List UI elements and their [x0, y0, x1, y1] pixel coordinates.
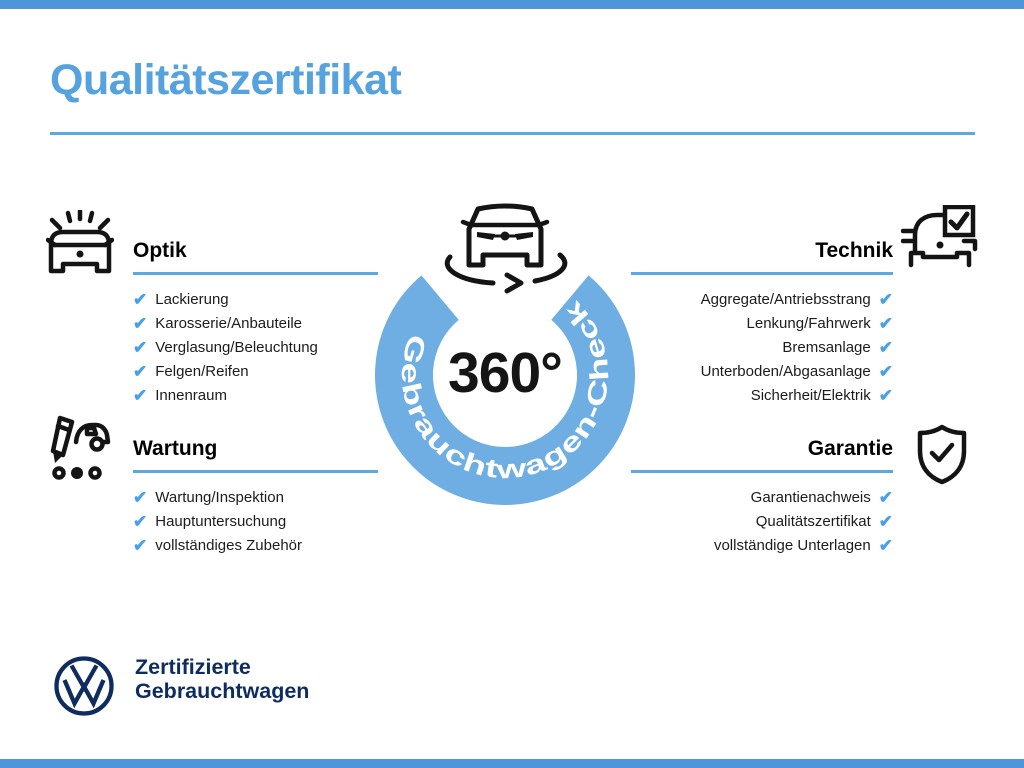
- vw-logo: [52, 654, 116, 723]
- section-garantie: [631, 437, 893, 557]
- section-technik: [631, 239, 893, 407]
- checklist-item-label: Wartung/Inspektion: [155, 488, 284, 506]
- service-pencil-car-icon: [46, 415, 112, 490]
- 360-check-badge: [365, 185, 645, 510]
- rotating-car-icon: [447, 206, 565, 291]
- check-icon: ✔: [878, 511, 893, 531]
- bottom-edge-bar: [0, 759, 1024, 768]
- checklist-item-label: Lenkung/Fahrwerk: [746, 314, 871, 332]
- checklist-item: [631, 533, 893, 557]
- check-icon: ✔: [878, 337, 893, 357]
- checklist: [133, 287, 378, 407]
- checklist-item-label: Garantienachweis: [750, 488, 871, 506]
- checklist-item: [631, 509, 893, 533]
- section-title: Wartung: [133, 437, 218, 460]
- check-icon: ✔: [133, 361, 148, 381]
- checklist-item: [133, 311, 378, 335]
- checklist-item-label: Qualitätszertifikat: [755, 512, 871, 530]
- brand-text: [135, 655, 309, 703]
- checklist: [631, 485, 893, 557]
- checklist-item: [631, 383, 893, 407]
- section-divider: [133, 470, 378, 473]
- check-icon: ✔: [133, 511, 148, 531]
- check-icon: ✔: [878, 535, 893, 555]
- checklist-item-label: Bremsanlage: [782, 338, 871, 356]
- brand-line2: Gebrauchtwagen: [135, 679, 310, 703]
- car-front-shine-icon: [46, 210, 114, 281]
- page-title: Qualitätszertifikat: [50, 56, 402, 104]
- ring-label: Gebrauchtwagen-Check: [395, 300, 615, 485]
- check-icon: ✔: [878, 313, 893, 333]
- check-icon: ✔: [133, 487, 148, 507]
- checklist-item-label: vollständige Unterlagen: [713, 536, 871, 554]
- checklist: [631, 287, 893, 407]
- 360-value: 360°: [448, 341, 562, 405]
- checklist-item: [631, 359, 893, 383]
- check-icon: ✔: [133, 289, 148, 309]
- checklist-item: [133, 359, 378, 383]
- checklist-item: [631, 485, 893, 509]
- section-divider: [631, 470, 893, 473]
- section-title: Optik: [133, 239, 187, 262]
- checklist-item-label: Unterboden/Abgasanlage: [700, 362, 871, 380]
- check-icon: ✔: [878, 289, 893, 309]
- check-icon: ✔: [133, 337, 148, 357]
- section-title: Technik: [815, 239, 893, 262]
- checklist-item-label: Innenraum: [155, 386, 227, 404]
- checklist-item-label: vollständiges Zubehör: [155, 536, 303, 554]
- section-divider: [631, 272, 893, 275]
- checklist-item: [133, 485, 378, 509]
- section-divider: [133, 272, 378, 275]
- checklist-item-label: Sicherheit/Elektrik: [750, 386, 871, 404]
- checklist-item-label: Lackierung: [155, 290, 229, 308]
- checklist-item: [133, 533, 378, 557]
- title-divider: [50, 132, 975, 135]
- section-optik: [133, 239, 378, 407]
- checklist-item-label: Verglasung/Beleuchtung: [155, 338, 318, 356]
- section-title: Garantie: [807, 437, 893, 460]
- car-checkbox-icon: [901, 205, 979, 280]
- checklist-item: [133, 383, 378, 407]
- checklist-item-label: Aggregate/Antriebsstrang: [700, 290, 871, 308]
- checklist-item-label: Hauptuntersuchung: [155, 512, 287, 530]
- checklist-item: [631, 335, 893, 359]
- shield-check-icon: [914, 424, 970, 491]
- check-icon: ✔: [133, 313, 148, 333]
- check-icon: ✔: [133, 385, 148, 405]
- brand-line1: Zertifizierte: [135, 655, 251, 679]
- checklist-item: [631, 311, 893, 335]
- checklist-item: [133, 287, 378, 311]
- checklist-item: [631, 287, 893, 311]
- section-wartung: [133, 437, 378, 557]
- checklist: [133, 485, 378, 557]
- check-icon: ✔: [878, 487, 893, 507]
- checklist-item: [133, 335, 378, 359]
- checklist-item: [133, 509, 378, 533]
- checklist-item-label: Felgen/Reifen: [155, 362, 249, 380]
- top-edge-bar: [0, 0, 1024, 9]
- check-icon: ✔: [133, 535, 148, 555]
- check-icon: ✔: [878, 361, 893, 381]
- checklist-item-label: Karosserie/Anbauteile: [155, 314, 303, 332]
- check-icon: ✔: [878, 385, 893, 405]
